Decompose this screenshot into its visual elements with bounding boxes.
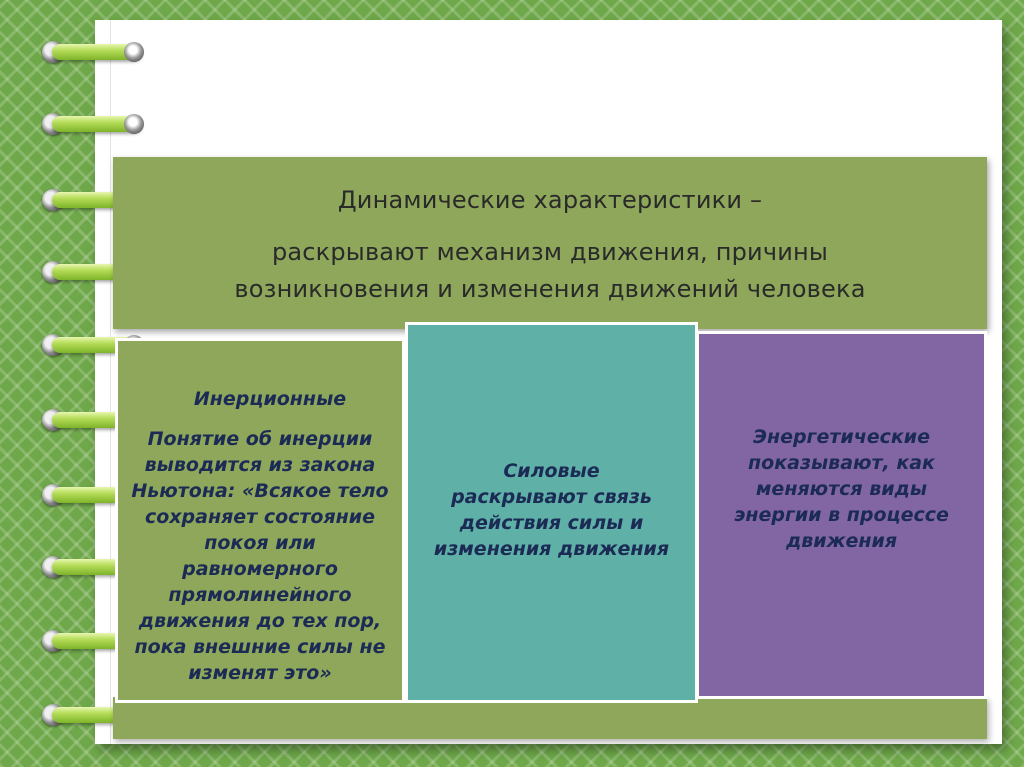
column-text: Понятие об инерции выводится из закона Ньютона: «Всякое тело сохраняет состояние покоя или равномерного прямолинейного движения до тех пор, пока внешние силы не изменят это» [131,428,389,684]
column-text: показывают, как меняются виды энергии в процессе движения [734,452,949,552]
column-heading: Силовые [503,460,600,482]
column-inertial [115,338,405,703]
column-heading: Инерционные [193,388,347,410]
title-panel [113,157,987,329]
bottom-panel [113,697,987,739]
column-heading: Энергетические [753,426,930,448]
title-subline-1: раскрывают механизм движения, причины [271,238,829,266]
column-force [405,322,698,703]
column-text: раскрывают связь действия силы и изменения движения [433,486,670,560]
title-heading: Динамические характеристики – [337,186,763,214]
title-subline-2: возникновения и изменения движений человека [234,275,866,303]
column-energy [696,331,987,699]
notebook-ring-icon [40,39,144,65]
notebook-ring-icon [40,111,144,137]
